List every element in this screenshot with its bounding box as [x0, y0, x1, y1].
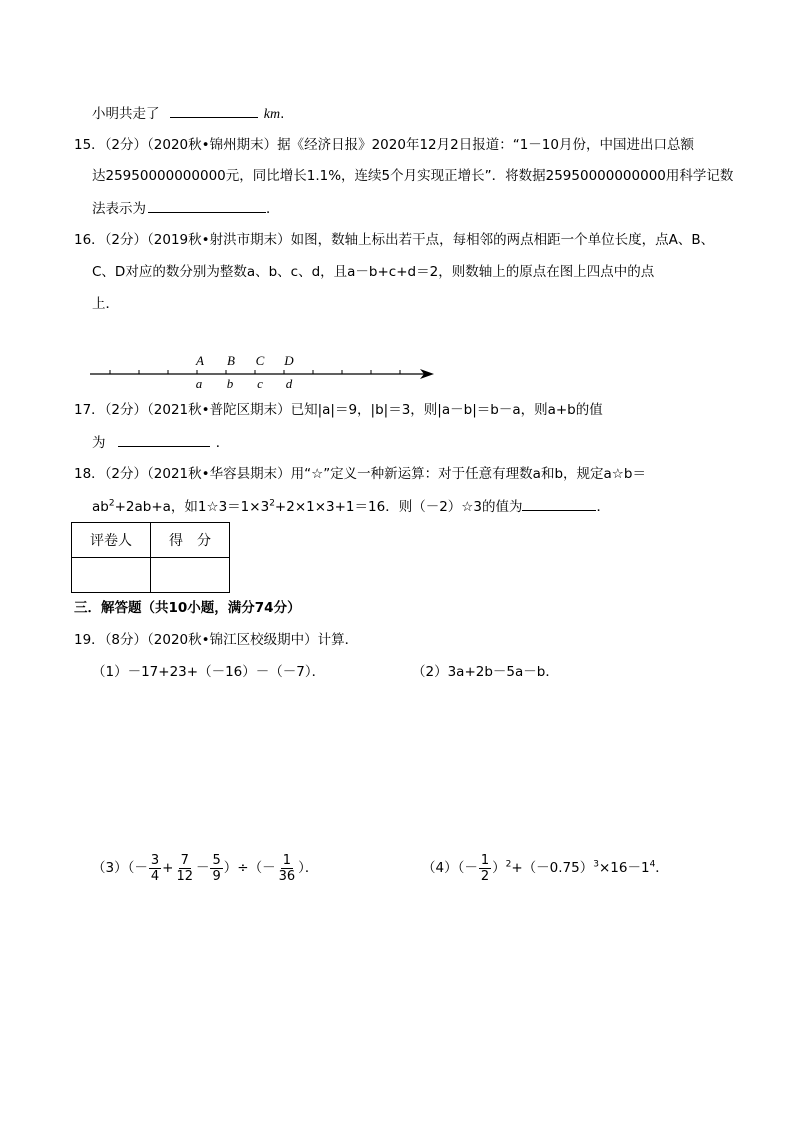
number-line-figure	[88, 350, 438, 392]
point-c-upper: C	[255, 353, 265, 368]
q18-sup2: 2	[269, 498, 275, 509]
point-a-lower: a	[195, 376, 203, 391]
q14-unit: km	[263, 107, 281, 122]
q15-line1	[74, 136, 694, 154]
point-b-upper: B	[227, 353, 235, 368]
q19-p3-op1: +	[162, 860, 174, 876]
q17-text2: 为	[92, 435, 106, 451]
section-title: 三．解答题（共10小题，满分74分）	[74, 600, 301, 616]
q16-line2: C、D对应的数分别为整数a、b、c、d，且a－b+c+d＝2，则数轴上的原点在图上四点中的点	[92, 264, 655, 280]
fraction-1-2	[479, 853, 491, 884]
q14-text: 小明共走了	[92, 106, 160, 122]
q18-text1: （2分）（2021秋•华容县期末）用“☆”定义一种新运算：对于任意有理数a和b，规定a☆b＝	[104, 466, 646, 482]
score-table-grader-header: 评卷人	[72, 523, 151, 558]
q16-number: 16．	[74, 232, 105, 248]
score-table-score-header: 得 分	[151, 523, 230, 558]
q15-end: ．	[266, 201, 280, 217]
q15-text1: （2分）（2020秋•锦州期末）据《经济日报》2020年12月2日报道：“1－10月份，中国进出口总额	[104, 137, 694, 153]
q19-text: （8分）（2020秋•锦江区校级期中）计算．	[104, 632, 359, 648]
fraction-5-9	[210, 853, 222, 884]
q17-line1	[74, 401, 603, 419]
q19-p4-sup2: 3	[593, 859, 599, 870]
fraction-1-36	[277, 853, 298, 884]
q19-p4-end: ．	[655, 860, 669, 876]
q18-line1	[74, 465, 646, 483]
point-d-lower: d	[285, 376, 293, 391]
q18-formula-a: ab	[92, 499, 109, 515]
q14-end: .	[280, 106, 285, 122]
fraction-3-4	[149, 853, 161, 884]
q17-number: 17．	[74, 402, 105, 418]
q19-part1: （1）－17+23+（－16）－（－7）．	[92, 664, 326, 680]
q19-part3	[92, 852, 318, 884]
q15-text3: 法表示为	[92, 201, 146, 217]
q19-p4-pre: （4）（－	[422, 860, 478, 876]
q15-number: 15．	[74, 137, 105, 153]
q16-line1	[74, 231, 714, 249]
q19-p4-mid2: +（－0.75）	[511, 860, 594, 876]
frac-num: 1	[480, 852, 490, 868]
point-c-lower: c	[257, 376, 263, 391]
q19-head	[74, 631, 358, 649]
q15-line2: 达25950000000000元，同比增长1.1%，连续5个月实现正增长”．将数据25950000000000用科学记数	[92, 168, 734, 184]
score-table	[71, 522, 230, 593]
frac-den: 36	[278, 868, 296, 884]
q18-sup: 2	[108, 498, 115, 509]
q18-end: ．	[596, 499, 610, 515]
score-table-grader-cell[interactable]	[72, 558, 151, 593]
q19-part4	[422, 852, 669, 884]
q19-p4-mid1: ）	[492, 860, 506, 876]
q18-number: 18．	[74, 466, 105, 482]
q18-formula-c: +2×1×3+1＝16．则（－2）☆3的值为	[274, 499, 523, 515]
q14-answer-blank[interactable]	[170, 104, 258, 118]
q19-p4-sup3: 4	[649, 859, 656, 870]
q18-answer-blank[interactable]	[522, 497, 596, 511]
q15-answer-blank[interactable]	[148, 199, 266, 213]
q15-line3	[92, 199, 280, 218]
point-b-lower: b	[226, 376, 234, 391]
q17-line2	[92, 433, 229, 452]
point-d-upper: D	[284, 353, 294, 368]
q19-number: 19．	[74, 632, 105, 648]
q18-line2	[92, 497, 610, 516]
frac-num: 1	[282, 852, 291, 868]
frac-den: 12	[176, 868, 193, 884]
q19-p3-op2: －	[195, 860, 210, 876]
q19-p3-end: ）．	[298, 860, 319, 876]
point-a-upper: A	[196, 353, 204, 368]
q17-answer-blank[interactable]	[118, 433, 210, 447]
q19-p3-mid: ）÷（－	[223, 860, 276, 876]
q16-text1: （2分）（2019秋•射洪市期末）如图，数轴上标出若干点，每相邻的两点相距一个单位长度，点A、B、	[104, 232, 715, 248]
q19-p3-pre: （3）（－	[92, 860, 148, 876]
frac-num: 7	[180, 852, 189, 868]
fraction-7-12	[174, 853, 195, 884]
q19-part2: （2）3a+2b－5a－b．	[412, 664, 559, 680]
q16-line3: 上．	[92, 296, 119, 312]
q19-p4-sup1: 2	[505, 859, 512, 870]
frac-den: 4	[150, 868, 160, 884]
q19-p4-mid3: ×16－1	[598, 860, 650, 876]
frac-num: 3	[150, 852, 160, 868]
frac-den: 9	[212, 868, 221, 884]
score-table-score-cell[interactable]	[151, 558, 230, 593]
q14-continuation	[92, 104, 284, 124]
frac-den: 2	[480, 868, 490, 884]
frac-num: 5	[212, 852, 221, 868]
q17-end: ．	[215, 435, 230, 451]
q18-formula-b: +2ab+a，如1☆3＝1×3	[114, 499, 270, 515]
q17-text1: （2分）（2021秋•普陀区期末）已知|a|＝9，|b|＝3，则|a－b|＝b－a，则a+b的值	[104, 402, 603, 418]
